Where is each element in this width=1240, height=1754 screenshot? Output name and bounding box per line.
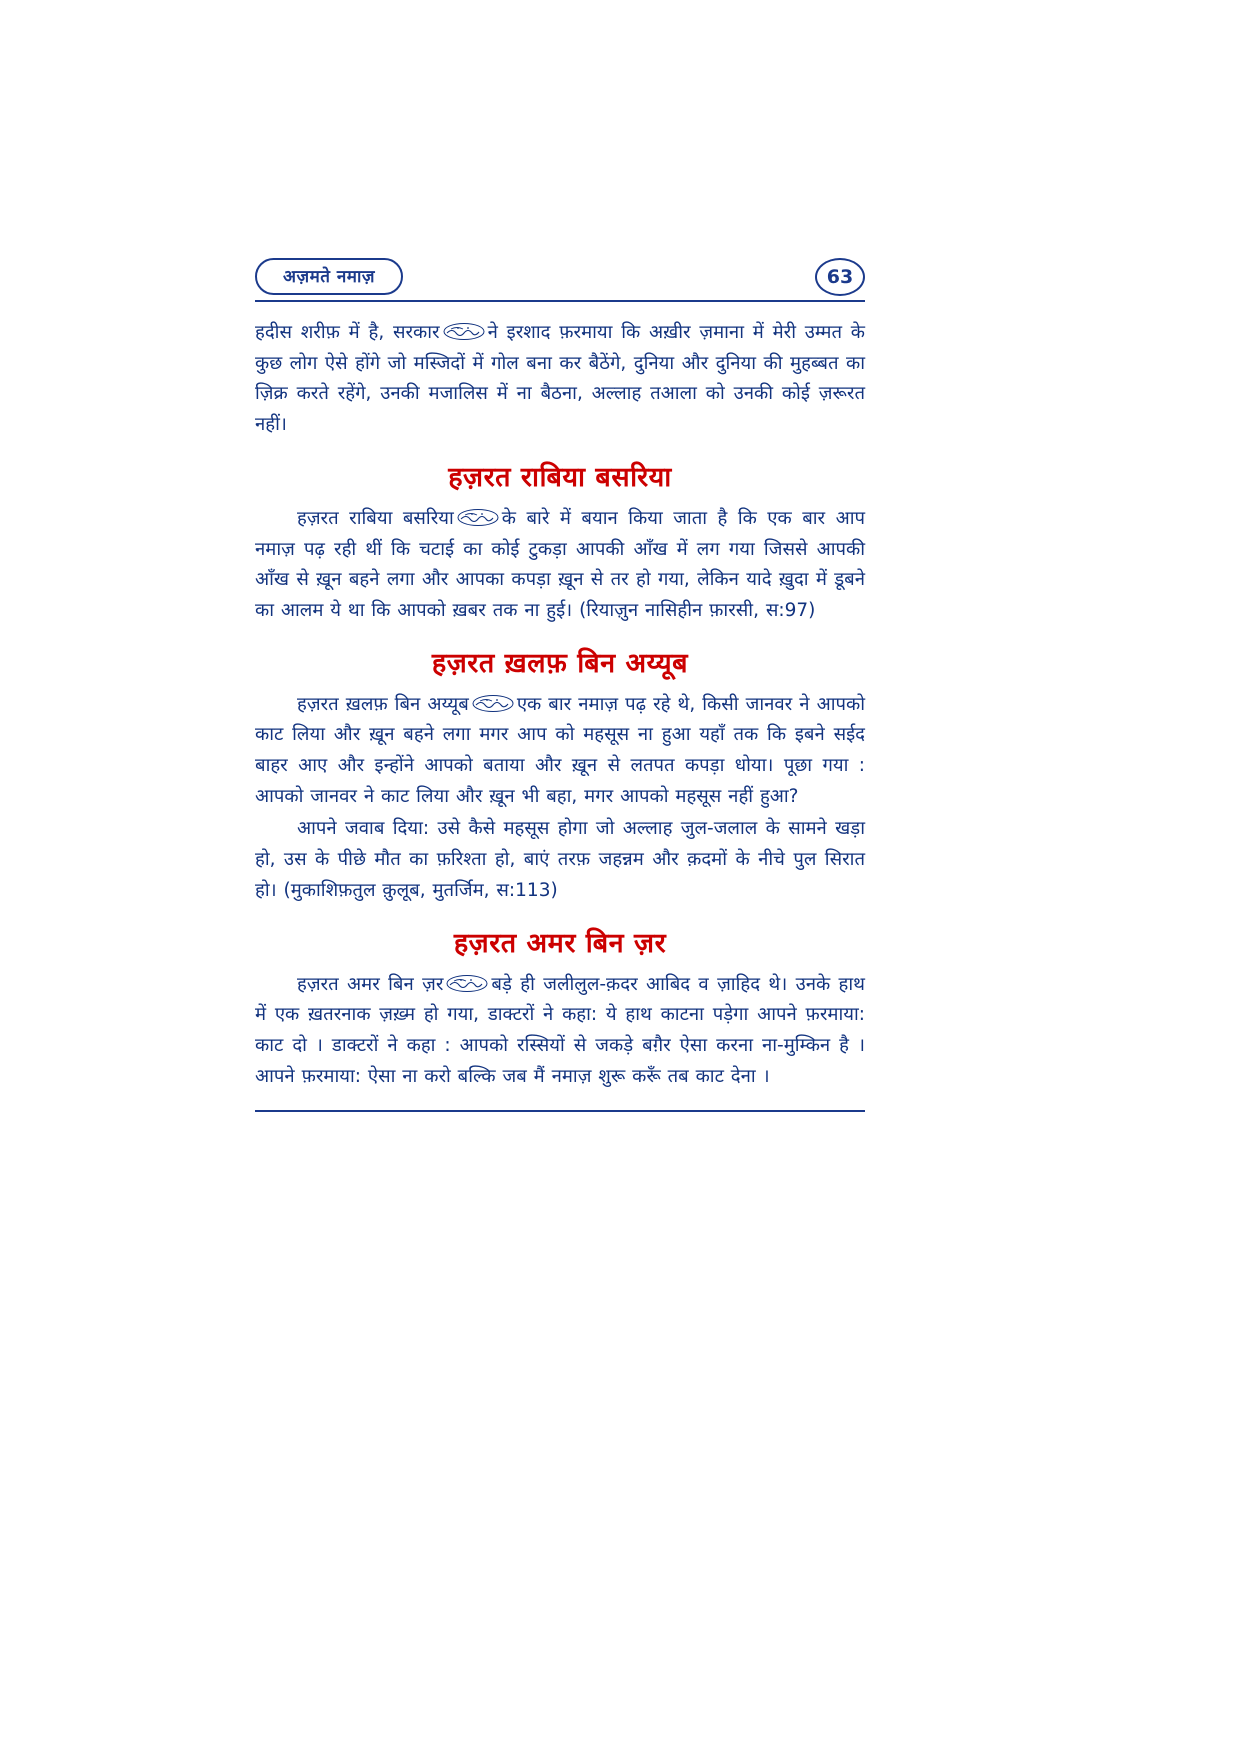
footer-divider bbox=[255, 1110, 865, 1112]
page-header bbox=[255, 258, 865, 302]
amr-text-b: बड़े ही जलीलुल-क़दर आबिद व ज़ाहिद थे। उनके हाथ में एक ख़तरनाक ज़ख़्म हो गया, डाक्टरों ने कहा: ये हाथ काटना पड़ेगा आपने फ़रमाया: काट दो । डाक्टरों ने कहा : आपको रस्सियों से जकड़े बग़ैर ऐसा करना ना-मुम्किन है । आपने फ़रमाया: ऐसा ना करो बल्कि जब मैं नमाज़ शुरू करूँ तब काट देना । bbox=[255, 973, 865, 1087]
sallallahu-alaihi-wasallam-calligraphy-icon bbox=[446, 975, 488, 992]
rabia-text-b: के बारे में बयान किया जाता है कि एक बार आप नमाज़ पढ़ रही थीं कि चटाई का कोई टुकड़ा आपकी आँख में लग गया जिससे आपकी आँख से ख़ून बहने लगा और आपका कपड़ा ख़ून से तर हो गया, लेकिन यादे ख़ुदा में डूबने का आलम ये था कि आपको ख़बर तक ना हुई। (रियाज़ुन नासिहीन फ़ारसी, स:97) bbox=[255, 507, 866, 621]
section-heading-khalaf-bin-ayyub: हज़रत ख़लफ़ बिन अय्यूब bbox=[431, 647, 689, 679]
chapter-title-badge: अज़मते नमाज़ bbox=[255, 258, 403, 295]
document-page bbox=[255, 258, 865, 1112]
section-paragraph-rabia-basriya bbox=[255, 504, 865, 627]
intro-text-b: ने इरशाद फ़रमाया कि अख़ीर ज़माना में मेरी उम्मत के कुछ लोग ऐसे होंगे जो मस्जिदों में गोल बना कर बैठेंगे, दुनिया और दुनिया की मुहब्बत का ज़िक्र करते रहेंगे, उनकी मजालिस में ना बैठना, अल्लाह तआला को उनकी कोई ज़रूरत नहीं। bbox=[255, 322, 866, 436]
rabia-text-a: हज़रत राबिया बसरिया bbox=[297, 507, 454, 529]
page-number-badge: 63 bbox=[815, 258, 865, 296]
intro-text-a: हदीस शरीफ़ में है, सरकार bbox=[255, 322, 440, 343]
page-body bbox=[255, 318, 865, 1092]
section-paragraph-amr-bin-zar bbox=[255, 970, 865, 1093]
section-heading-rabia-basriya: हज़रत राबिया बसरिया bbox=[448, 461, 672, 493]
section-heading-amr-bin-zar: हज़रत अमर बिन ज़र bbox=[453, 927, 667, 959]
khalaf-text-b: एक बार नमाज़ पढ़ रहे थे, किसी जानवर ने आपको काट लिया और ख़ून बहने लगा मगर आप को महसूस ना हुआ यहाँ तक कि इबने सईद बाहर आए और इन्होंने आपको बताया और ख़ून से लतपत कपड़ा धोया। पूछा गया : आपको जानवर ने काट लिया और ख़ून भी बहा, मगर आपको महसूस नहीं हुआ? bbox=[255, 693, 865, 807]
section-paragraph-khalaf-2: आपने जवाब दिया: उसे कैसे महसूस होगा जो अल्लाह जुल-जलाल के सामने खड़ा हो, उस के पीछे मौत का फ़रिश्ता हो, बाएं तरफ़ जहन्नम और क़दमों के नीचे पुल सिरात हो। (मुकाशिफ़तुल क़ुलूब, मुतर्जिम, स:113) bbox=[255, 818, 865, 901]
section-paragraph-khalaf-1 bbox=[255, 690, 865, 813]
header-divider bbox=[255, 300, 865, 302]
intro-paragraph bbox=[255, 318, 865, 441]
sallallahu-alaihi-wasallam-calligraphy-icon bbox=[457, 509, 499, 526]
sallallahu-alaihi-wasallam-calligraphy-icon bbox=[472, 695, 514, 712]
amr-text-a: हज़रत अमर बिन ज़र bbox=[297, 973, 444, 995]
khalaf-text-a: हज़रत ख़लफ़ बिन अय्यूब bbox=[297, 693, 469, 715]
sallallahu-alaihi-wasallam-calligraphy-icon bbox=[443, 323, 485, 340]
